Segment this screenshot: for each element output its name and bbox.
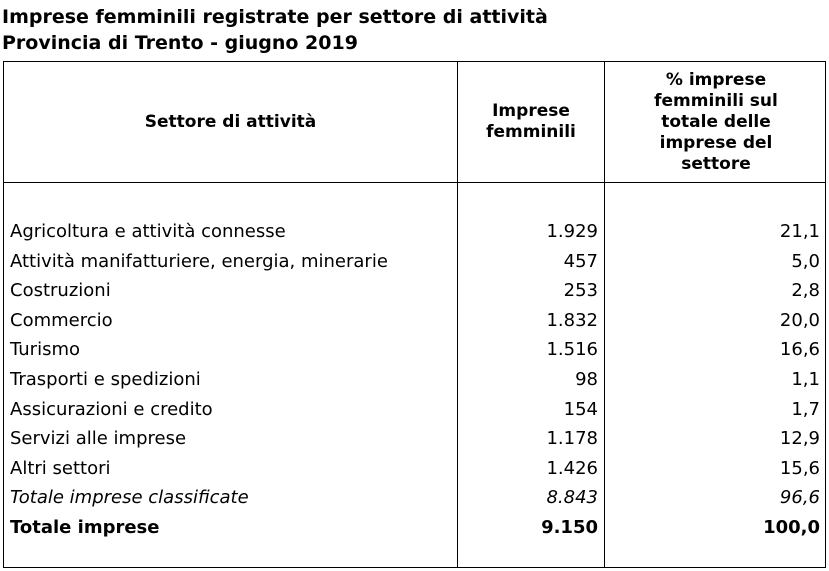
sector-label: Commercio <box>10 309 113 331</box>
sector-label: Costruzioni <box>10 280 111 302</box>
pct-value: 15,6 <box>779 457 820 479</box>
header-pct-label: % imprese femminili sul totale delle imprese del settore <box>654 69 778 174</box>
header-count-label: Imprese femminili <box>486 101 576 142</box>
table-row <box>4 217 825 247</box>
subtotal-row <box>4 483 825 513</box>
table-row <box>4 335 825 365</box>
table-body <box>4 217 825 543</box>
pct-value: 21,1 <box>779 221 820 242</box>
count-value: 98 <box>575 368 598 390</box>
count-value: 1.178 <box>546 428 598 450</box>
header-divider <box>4 182 825 183</box>
count-value: 1.832 <box>546 309 598 331</box>
pct-value: 1,7 <box>791 398 820 420</box>
pct-value: 20,0 <box>779 309 820 331</box>
pct-value: 5,0 <box>791 250 820 272</box>
count-value: 1.426 <box>546 457 598 479</box>
count-value: 1.929 <box>546 221 598 242</box>
sector-label: Assicurazioni e credito <box>10 398 213 420</box>
total-row <box>4 513 825 543</box>
pct-value: 1,1 <box>791 368 820 390</box>
sector-label: Totale imprese <box>10 516 160 538</box>
table-row <box>4 395 825 425</box>
count-value: 8.843 <box>546 487 598 509</box>
count-value: 9.150 <box>541 516 598 538</box>
page-title: Imprese femminili registrate per settore di attività <box>2 6 548 28</box>
pct-value: 2,8 <box>791 280 820 302</box>
pct-value: 12,9 <box>779 428 820 450</box>
pct-value: 100,0 <box>763 516 820 538</box>
count-value: 1.516 <box>546 339 598 361</box>
sector-label: Altri settori <box>10 457 111 479</box>
count-value: 457 <box>563 250 598 272</box>
sector-label: Servizi alle imprese <box>10 428 187 450</box>
header-pct <box>605 62 827 182</box>
sector-label: Totale imprese classificate <box>10 487 249 509</box>
page-subtitle: Provincia di Trento - giugno 2019 <box>2 32 358 54</box>
pct-value: 16,6 <box>779 339 820 361</box>
table-row <box>4 424 825 454</box>
count-value: 253 <box>563 280 598 302</box>
sector-label: Agricoltura e attività connesse <box>10 221 286 242</box>
header-sector: Settore di attività <box>144 111 317 132</box>
table-row <box>4 306 825 336</box>
table-row <box>4 247 825 277</box>
sector-label: Trasporti e spedizioni <box>10 368 201 390</box>
table-row <box>4 365 825 395</box>
sector-label: Attività manifatturiere, energia, minerarie <box>10 250 388 272</box>
header-count <box>458 62 604 182</box>
count-value: 154 <box>563 398 598 420</box>
pct-value: 96,6 <box>779 487 820 509</box>
sector-label: Turismo <box>10 339 80 361</box>
table-row <box>4 454 825 484</box>
data-table <box>3 61 826 568</box>
table-row <box>4 276 825 306</box>
